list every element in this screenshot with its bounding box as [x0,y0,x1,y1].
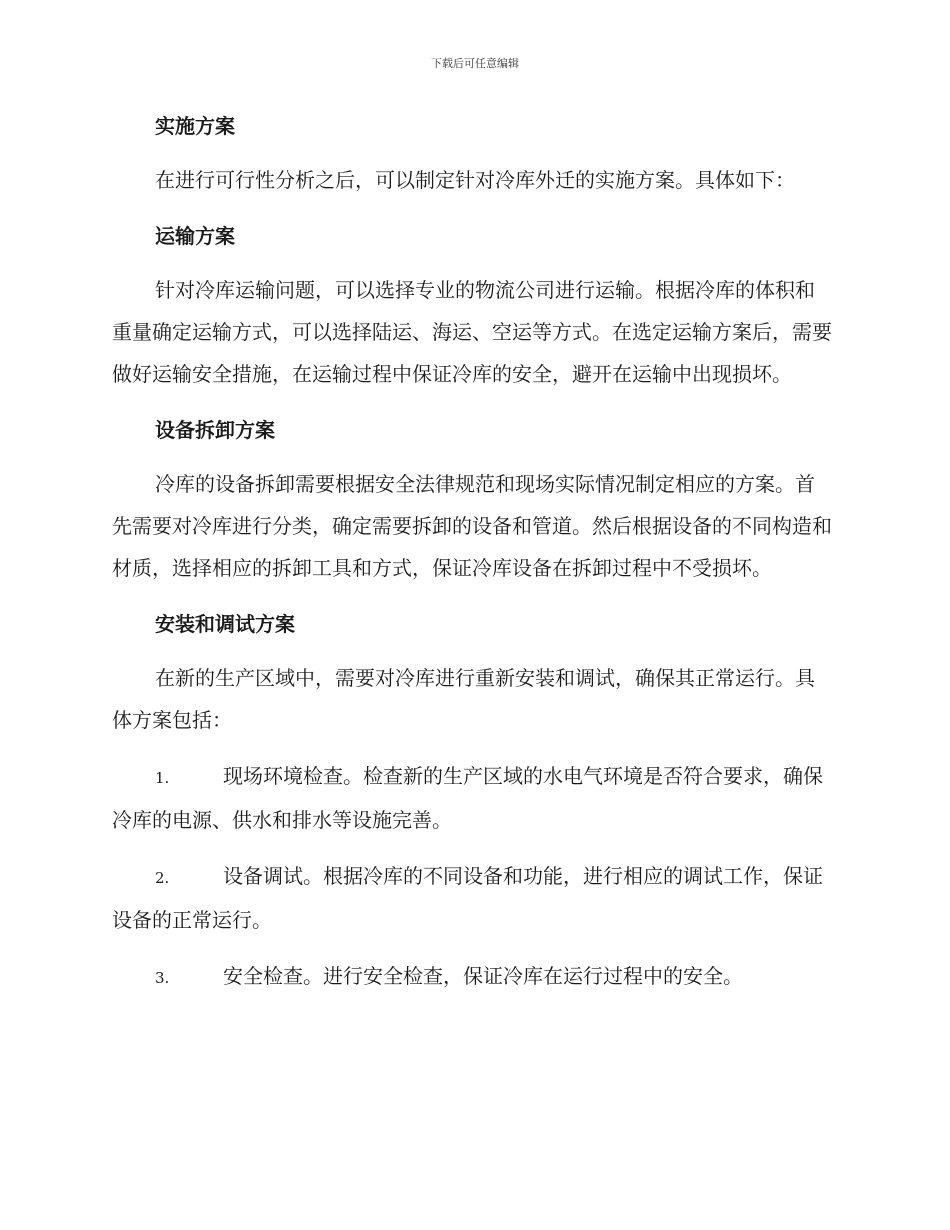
section-heading-dismantling: 设备拆卸方案 [155,418,275,442]
paragraph-implementation-intro: 在进行可行性分析之后，可以制定针对冷库外迁的实施方案。具体如下： [155,168,795,192]
header-note: 下载后可任意编辑 [431,57,519,70]
list-item-text: 现场环境检查。检查新的生产区域的水电气环境是否符合要求，确保冷库的电源、供水和排水等设施完善。 [112,764,823,832]
list-item-number: 2. [155,869,170,887]
section-heading-installation: 安装和调试方案 [155,612,295,636]
list-item [112,755,834,841]
list-item [112,855,834,941]
paragraph-transport: 针对冷库运输问题，可以选择专业的物流公司进行运输。根据冷库的体积和重量确定运输方式，可以选择陆运、海运、空运等方式。在选定运输方案后，需要做好运输安全措施，在运输过程中保证冷库的安全，避开在运输中出现损坏。 [112,278,832,386]
section-heading-transport: 运输方案 [155,224,235,248]
list-item [112,955,834,999]
section-heading-implementation: 实施方案 [155,114,235,138]
paragraph-dismantling: 冷库的设备拆卸需要根据安全法律规范和现场实际情况制定相应的方案。首先需要对冷库进行分类，确定需要拆卸的设备和管道。然后根据设备的不同构造和材质，选择相应的拆卸工具和方式，保证冷库设备在拆卸过程中不受损坏。 [112,472,832,580]
list-item-number: 3. [155,969,170,987]
list-item-text: 设备调试。根据冷库的不同设备和功能，进行相应的调试工作，保证设备的正常运行。 [112,864,823,932]
document-body [112,105,834,1013]
list-item-text: 安全检查。进行安全检查，保证冷库在运行过程中的安全。 [223,964,743,988]
paragraph-installation-intro: 在新的生产区域中，需要对冷库进行重新安装和调试，确保其正常运行。具体方案包括： [112,666,815,732]
list-item-number: 1. [155,769,170,787]
